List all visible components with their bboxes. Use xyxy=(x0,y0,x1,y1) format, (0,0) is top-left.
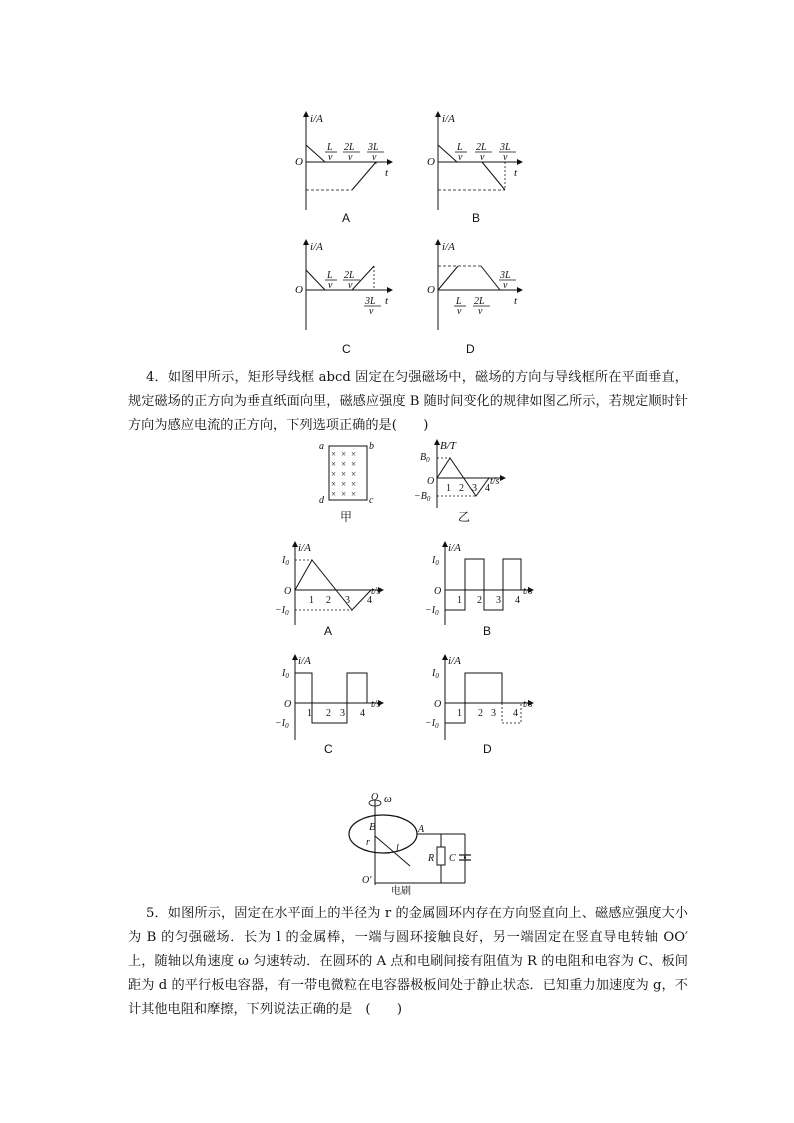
svg-text:i/A: i/A xyxy=(448,542,461,554)
q4-option-c-graph xyxy=(275,655,383,756)
svg-text:×: × xyxy=(351,479,357,489)
svg-text:×: × xyxy=(351,489,357,499)
svg-text:L: L xyxy=(457,142,463,153)
question-4-figure xyxy=(0,430,794,760)
svg-text:c: c xyxy=(369,495,374,506)
svg-text:×: × xyxy=(341,469,347,479)
svg-text:B/T: B/T xyxy=(440,440,456,452)
svg-text:−B0: $-B_0$ xyxy=(414,491,431,503)
q4-option-label-c: C xyxy=(324,742,333,756)
axis-label: i/A xyxy=(310,113,323,125)
svg-text:B: B xyxy=(369,821,376,833)
q4-option-label-a: A xyxy=(324,624,333,638)
svg-text:3L: 3L xyxy=(365,296,376,307)
metal-rod xyxy=(375,836,410,866)
svg-text:1: 1 xyxy=(307,708,312,719)
svg-text:t/s: t/s xyxy=(523,586,533,597)
svg-text:×: × xyxy=(351,449,357,459)
svg-text:1: 1 xyxy=(446,483,451,494)
svg-text:v: v xyxy=(478,306,483,317)
q4-option-a-graph xyxy=(275,542,383,638)
svg-text:×: × xyxy=(341,479,347,489)
svg-text:×: × xyxy=(331,459,337,469)
svg-text:i/A: i/A xyxy=(310,241,323,253)
question-5-text: 5．如图所示，固定在水平面上的半径为 r 的金属圆环内存在方向竖直向上、磁感应强度大小为 B 的匀强磁场．长为 l 的金属棒，一端与圆环接触良好，另一端固定在竖直导电转轴 OO′上，随轴以角速度 ω 匀速转动．在圆环的 A 点和电刷间接有阻值为 R 的电阻和电容为 C、板间距为 d 的平行板电容器，有一带电微粒在电容器极板间处于静止状态．已知重力加速度为 g，不计其他电阻和摩擦，下列说法正确的是 ( ) xyxy=(128,906,688,1017)
svg-text:×: × xyxy=(331,479,337,489)
t-label: t xyxy=(385,167,389,179)
svg-text:A: A xyxy=(418,824,425,835)
svg-text:v: v xyxy=(348,280,353,291)
metal-ring xyxy=(349,815,417,853)
option-label-a: A xyxy=(342,211,351,225)
svg-text:a: a xyxy=(319,441,324,452)
svg-text:4: 4 xyxy=(360,708,365,719)
svg-text:O: O xyxy=(427,476,435,487)
svg-text:3: 3 xyxy=(491,708,496,719)
svg-text:−I0: $-I_0$ xyxy=(425,605,439,617)
prev-question-options-figure xyxy=(0,0,794,370)
svg-text:−I0: $-I_0$ xyxy=(275,718,289,730)
question-5-circuit-figure xyxy=(330,786,480,896)
svg-text:×: × xyxy=(341,459,347,469)
svg-text:L: L xyxy=(327,142,333,153)
svg-text:b: b xyxy=(369,441,374,452)
option-label-c: C xyxy=(342,342,351,356)
figure-yi-label: 乙 xyxy=(458,510,471,524)
q4-option-label-b: B xyxy=(483,624,492,638)
svg-text:I0: $I_0$ xyxy=(432,555,439,567)
svg-text:i/A: i/A xyxy=(298,655,311,667)
svg-text:d: d xyxy=(319,495,324,506)
svg-text:2: 2 xyxy=(326,595,331,606)
q4-option-d-graph xyxy=(425,655,533,756)
svg-text:v: v xyxy=(480,152,485,163)
svg-text:t/s: t/s xyxy=(371,586,381,597)
brush-label: 电刷 xyxy=(391,886,411,896)
svg-text:3L: 3L xyxy=(368,142,379,153)
svg-text:i/A: i/A xyxy=(298,542,311,554)
svg-text:v: v xyxy=(503,280,508,291)
svg-text:2: 2 xyxy=(478,708,483,719)
figure-jia-label: 甲 xyxy=(340,510,353,524)
svg-text:O: O xyxy=(427,284,435,296)
svg-text:O′: O′ xyxy=(362,875,372,886)
svg-text:2: 2 xyxy=(477,595,482,606)
option-a-graph xyxy=(295,112,392,225)
svg-text:3L: 3L xyxy=(500,270,511,281)
svg-text:O: O xyxy=(434,586,442,597)
svg-text:×: × xyxy=(331,449,337,459)
origin-label: O xyxy=(295,156,303,168)
svg-text:v: v xyxy=(369,306,374,317)
option-label-b: B xyxy=(472,211,481,225)
svg-text:O: O xyxy=(434,699,442,710)
svg-text:1: 1 xyxy=(457,708,462,719)
option-d-graph xyxy=(427,240,522,356)
svg-text:4: 4 xyxy=(513,708,518,719)
resistor xyxy=(437,847,445,865)
svg-text:I0: $I_0$ xyxy=(282,555,289,567)
svg-text:4: 4 xyxy=(485,483,490,494)
figure-yi-graph xyxy=(414,440,505,524)
svg-text:3: 3 xyxy=(345,595,350,606)
svg-text:r: r xyxy=(366,837,370,848)
svg-text:I0: $I_0$ xyxy=(282,668,289,680)
svg-text:×: × xyxy=(341,449,347,459)
svg-text:t/s: t/s xyxy=(371,699,381,710)
svg-text:×: × xyxy=(331,469,337,479)
svg-text:l: l xyxy=(396,843,399,854)
q4-option-b-graph xyxy=(425,542,533,638)
svg-text:×: × xyxy=(351,469,357,479)
svg-text:v: v xyxy=(457,306,462,317)
svg-text:2L: 2L xyxy=(344,270,355,281)
svg-text:i/A: i/A xyxy=(442,241,455,253)
svg-text:t: t xyxy=(514,295,518,307)
svg-text:O: O xyxy=(284,699,292,710)
option-b-graph xyxy=(427,112,522,225)
svg-text:O: O xyxy=(284,586,292,597)
svg-text:L: L xyxy=(327,270,333,281)
q4-option-label-d: D xyxy=(483,742,492,756)
svg-text:R: R xyxy=(428,853,435,864)
svg-text:t/s: t/s xyxy=(490,476,500,487)
svg-text:2: 2 xyxy=(459,483,464,494)
figure-jia-frame xyxy=(319,441,374,524)
svg-text:O: O xyxy=(371,792,379,803)
svg-text:×: × xyxy=(351,459,357,469)
option-label-d: D xyxy=(466,342,475,356)
svg-text:3: 3 xyxy=(472,483,477,494)
svg-text:B0: $B_0$ xyxy=(420,452,430,464)
svg-text:×: × xyxy=(341,489,347,499)
svg-text:i/A: i/A xyxy=(442,113,455,125)
svg-text:v: v xyxy=(503,152,508,163)
svg-text:t: t xyxy=(514,167,518,179)
question-4-text: 4．如图甲所示，矩形导线框 abcd 固定在匀强磁场中，磁场的方向与导线框所在平面垂直，规定磁场的正方向为垂直纸面向里，磁感应强度 B 随时间变化的规律如图乙所示，若规定顺时针方向为感应电流的正方向，下列选项正确的是( ) xyxy=(128,370,688,433)
svg-text:3: 3 xyxy=(340,708,345,719)
svg-text:t/s: t/s xyxy=(523,699,533,710)
svg-text:−I0: $-I_0$ xyxy=(275,605,289,617)
svg-text:−I0: $-I_0$ xyxy=(425,718,439,730)
svg-text:4: 4 xyxy=(515,595,520,606)
svg-text:3L: 3L xyxy=(500,142,511,153)
svg-text:2: 2 xyxy=(326,708,331,719)
option-c-graph xyxy=(295,240,392,356)
svg-text:1: 1 xyxy=(309,595,314,606)
svg-text:O: O xyxy=(427,156,435,168)
svg-text:v: v xyxy=(348,152,353,163)
svg-text:L: L xyxy=(456,296,462,307)
svg-text:2L: 2L xyxy=(344,142,355,153)
svg-text:i/A: i/A xyxy=(448,655,461,667)
svg-text:C: C xyxy=(449,853,456,864)
svg-text:t: t xyxy=(385,295,389,307)
svg-text:v: v xyxy=(372,152,377,163)
svg-text:1: 1 xyxy=(457,595,462,606)
svg-text:O: O xyxy=(295,284,303,296)
svg-text:×: × xyxy=(331,489,337,499)
svg-text:4: 4 xyxy=(367,595,372,606)
svg-text:v: v xyxy=(458,152,463,163)
svg-text:I0: $I_0$ xyxy=(432,668,439,680)
svg-text:2L: 2L xyxy=(474,296,485,307)
svg-text:v: v xyxy=(328,280,333,291)
svg-text:v: v xyxy=(328,152,333,163)
svg-text:2L: 2L xyxy=(476,142,487,153)
svg-text:3: 3 xyxy=(496,595,501,606)
svg-text:ω: ω xyxy=(384,793,392,805)
